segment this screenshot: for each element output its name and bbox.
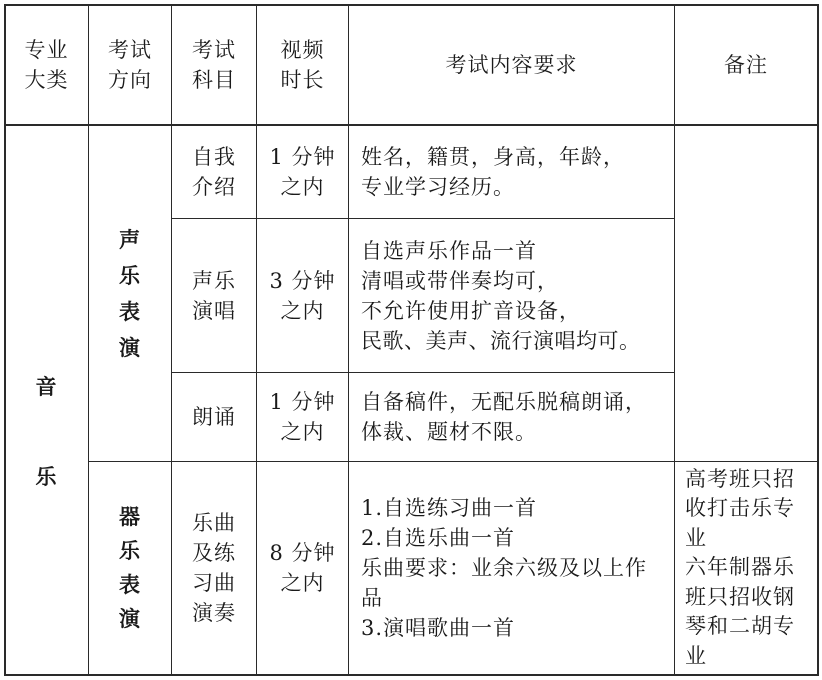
content-self-introduction: 姓名，籍贯，身高，年龄， 专业学习经历。	[361, 145, 625, 199]
header-category: 专业 大类	[24, 38, 69, 92]
duration-vocal-singing: 3 分钟 之内	[269, 268, 336, 323]
remarks-instrumental: 高考班只招 收打击乐专 业 六年制器乐 班只招收钢 琴和二胡专 业	[685, 466, 795, 668]
direction-vocal-performance: 声 乐 表 演	[119, 227, 141, 360]
header-content: 考试内容要求	[445, 53, 578, 77]
category-music: 音 乐	[35, 375, 58, 489]
content-instrumental-pieces: 1.自选练习曲一首 2.自选乐曲一首 乐曲要求：业余六级及以上作 品 3.演唱歌曲一首	[361, 496, 647, 640]
table-border-right	[817, 4, 819, 676]
content-vocal-singing: 自选声乐作品一首 清唱或带伴奏均可， 不允许使用扩音设备， 民歌、美声、流行演唱均可。	[361, 238, 641, 353]
subject-self-introduction: 自我 介绍	[192, 145, 236, 199]
duration-instrumental-pieces: 8 分钟 之内	[269, 541, 336, 595]
table-border-bottom	[4, 674, 818, 676]
header-direction: 考试 方向	[108, 38, 152, 92]
header-remarks: 备注	[724, 53, 768, 77]
header-subject: 考试 科目	[192, 38, 236, 92]
duration-recitation: 1 分钟 之内	[269, 390, 336, 444]
subject-instrumental-pieces: 乐曲 及练 习曲 演奏	[192, 511, 236, 625]
subject-vocal-singing: 声乐 演唱	[192, 268, 236, 323]
direction-instrumental-performance: 器 乐 表 演	[119, 505, 141, 631]
subject-recitation: 朗诵	[192, 405, 236, 429]
duration-self-introduction: 1 分钟 之内	[269, 145, 336, 199]
header-duration: 视频 时长	[280, 38, 325, 92]
content-recitation: 自备稿件，无配乐脱稿朗诵， 体裁、题材不限。	[361, 390, 647, 444]
